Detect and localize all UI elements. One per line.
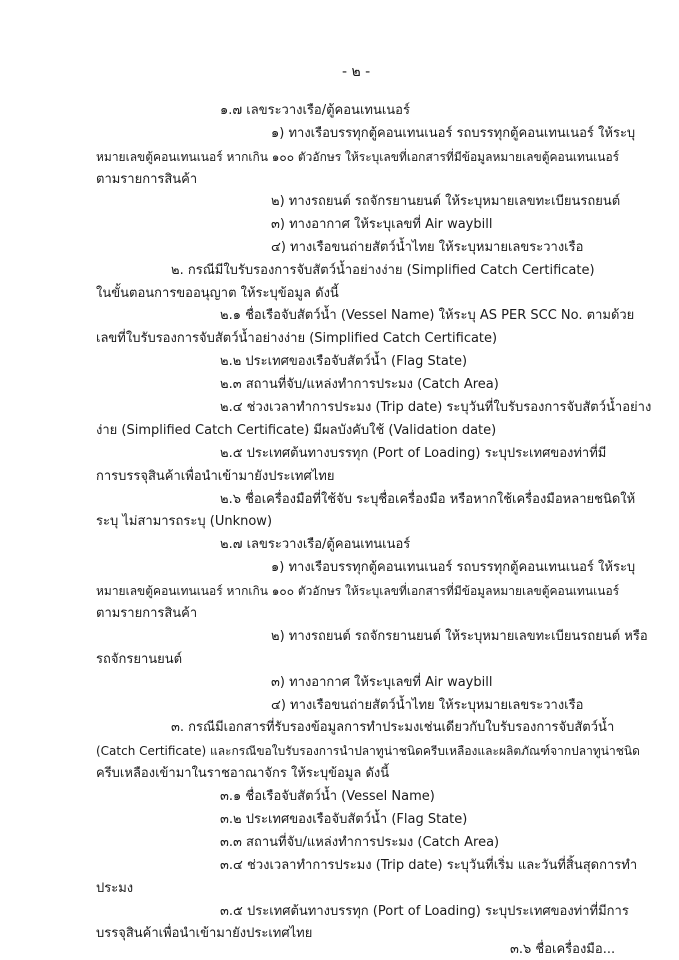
text-line: ๓.๓ สถานที่จับ/แหล่งทำการประมง (Catch Area) [220, 835, 500, 850]
text-line: ๒.๒ ประเทศของเรือจับสัตว์น้ำ (Flag State) [220, 354, 468, 369]
text-line: (Catch Certificate) และกรณีขอใบรับรองการนำปลาทูน่าชนิดครีบเหลืองและผลิตภัณฑ์จากปลาทูน่าชนิด [96, 744, 640, 758]
text-line: ตามรายการสินค้า [96, 606, 198, 621]
text-line: ครีบเหลืองเข้ามาในราชอาณาจักร ให้ระบุข้อมูล ดังนี้ [96, 766, 390, 781]
text-line: บรรจุสินค้าเพื่อนำเข้ามายังประเทศไทย [96, 926, 313, 941]
text-line: ตามรายการสินค้า [96, 172, 198, 187]
text-line: ๑.๗ เลขระวางเรือ/ตู้คอนเทนเนอร์ [220, 103, 410, 118]
text-line: เลขที่ใบรับรองการจับสัตว์น้ำอย่างง่าย (Simplified Catch Certificate) [96, 331, 498, 346]
text-line: ๒.๕ ประเทศต้นทางบรรทุก (Port of Loading) ระบุประเทศของท่าที่มี [220, 446, 607, 461]
text-line: หมายเลขตู้คอนเทนเนอร์ หากเกิน ๑๐๐ ตัวอักษร ให้ระบุเลขที่เอกสารที่มีข้อมูลหมายเลขตู้คอนเทนเนอร์ [96, 150, 620, 164]
text-line: ๓) ทางอากาศ ให้ระบุเลขที่ Air waybill [271, 217, 493, 232]
text-line: ๓.๒ ประเทศของเรือจับสัตว์น้ำ (Flag State) [220, 812, 468, 827]
text-line: ๓.๑ ชื่อเรือจับสัตว์น้ำ (Vessel Name) [220, 789, 435, 804]
text-line: ๓.๖ ชื่อเครื่องมือ... [510, 942, 616, 957]
page-number: - ๒ - [342, 64, 371, 80]
text-line: ๒.๔ ช่วงเวลาทำการประมง (Trip date) ระบุวันที่ใบรับรองการจับสัตว์น้ำอย่าง [220, 400, 652, 415]
text-line: ๒.๖ ชื่อเครื่องมือที่ใช้จับ ระบุชื่อเครื่องมือ หรือหากใช้เครื่องมือหลายชนิดให้ [220, 492, 636, 507]
text-line: ๒) ทางรถยนต์ รถจักรยานยนต์ ให้ระบุหมายเลขทะเบียนรถยนต์ [271, 194, 621, 209]
text-line: ๑) ทางเรือบรรทุกตู้คอนเทนเนอร์ รถบรรทุกตู้คอนเทนเนอร์ ให้ระบุ [271, 560, 636, 575]
text-line: ง่าย (Simplified Catch Certificate) มีผลบังคับใช้ (Validation date) [96, 423, 497, 438]
text-line: ๓. กรณีมีเอกสารที่รับรองข้อมูลการทำประมงเช่นเดียวกับใบรับรองการจับสัตว์น้ำ [171, 720, 615, 735]
text-line: ๑) ทางเรือบรรทุกตู้คอนเทนเนอร์ รถบรรทุกตู้คอนเทนเนอร์ ให้ระบุ [271, 126, 636, 141]
text-line: หมายเลขตู้คอนเทนเนอร์ หากเกิน ๑๐๐ ตัวอักษร ให้ระบุเลขที่เอกสารที่มีข้อมูลหมายเลขตู้คอนเทนเนอร์ [96, 584, 620, 598]
text-line: ๔) ทางเรือขนถ่ายสัตว์น้ำไทย ให้ระบุหมายเลขระวางเรือ [271, 240, 584, 255]
text-line: ๒. กรณีมีใบรับรองการจับสัตว์น้ำอย่างง่าย (Simplified Catch Certificate) [171, 263, 595, 278]
text-line: ๒.๗ เลขระวางเรือ/ตู้คอนเทนเนอร์ [220, 537, 411, 552]
text-line: ๔) ทางเรือขนถ่ายสัตว์น้ำไทย ให้ระบุหมายเลขระวางเรือ [271, 698, 584, 713]
text-line: ๓) ทางอากาศ ให้ระบุเลขที่ Air waybill [271, 675, 493, 690]
text-line: ในขั้นตอนการขออนุญาต ให้ระบุข้อมูล ดังนี้ [96, 286, 339, 301]
text-line: การบรรจุสินค้าเพื่อนำเข้ามายังประเทศไทย [96, 469, 335, 484]
text-line: ๒.๑ ชื่อเรือจับสัตว์น้ำ (Vessel Name) ให้ระบุ AS PER SCC No. ตามด้วย [220, 308, 635, 323]
text-line: ๓.๕ ประเทศต้นทางบรรทุก (Port of Loading) ระบุประเทศของท่าที่มีการ [220, 904, 629, 919]
text-line: ๓.๔ ช่วงเวลาทำการประมง (Trip date) ระบุวันที่เริ่ม และวันที่สิ้นสุดการทำ [220, 858, 638, 873]
text-line: ประมง [96, 881, 134, 896]
text-line: ๒.๓ สถานที่จับ/แหล่งทำการประมง (Catch Area) [220, 377, 499, 392]
text-line: รถจักรยานยนต์ [96, 652, 183, 667]
text-line: ระบุ ไม่สามารถระบุ (Unknow) [96, 514, 273, 529]
text-line: ๒) ทางรถยนต์ รถจักรยานยนต์ ให้ระบุหมายเลขทะเบียนรถยนต์ หรือ [271, 629, 648, 644]
